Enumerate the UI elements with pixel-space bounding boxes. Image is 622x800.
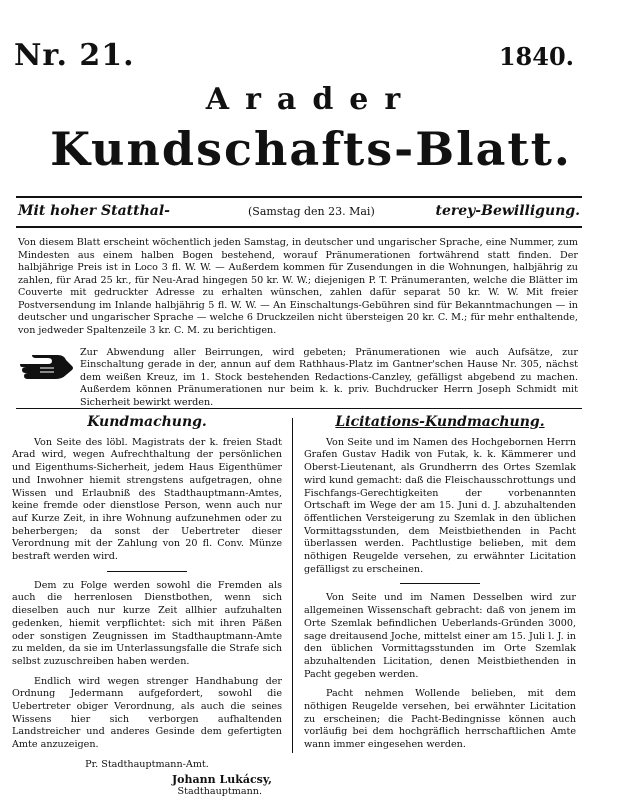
kundmachung-paragraph-2: Dem zu Folge werden sowohl die Fremden als auch die herrenlosen Dienstbothen, wenn sich dieselben auch nur kurze Zeit allhier aufzuhalten gedenken, hiemit verpflichtet: sich mit ihren Päßen oder sonstigen Zeugnissen im Stadthauptmann-Amte zu melden, da sie im Unterlassungsfalle die Strafe sich selbst zuzuschreiben haben werden. xyxy=(12,579,282,667)
subscription-notice xyxy=(18,237,578,337)
masthead-top xyxy=(14,38,574,78)
kundmachung-paragraph-3: Endlich wird wegen strenger Handhabung der Ordnung Jedermann aufgefordert, sowohl die Uebertreter obiger Verordnung, als auch die seines Wissens hier sich verborgen aufhaltenden Landstreicher und anderes Gesinde dem gefertigten Amte anzuzeigen. xyxy=(12,675,282,751)
column-separator xyxy=(292,418,293,753)
permission-left: Mit hoher Statthal- xyxy=(18,203,170,219)
masthead-rule-top xyxy=(16,196,582,198)
subscription-paragraph: Von diesem Blatt erscheint wöchentlich jeden Samstag, in deutscher und ungarischer Sprache, eine Nummer, zum Mindesten aus einem halben Bogen bestehend, worauf Pränumerationen fortwährend statt finden. Der halbjährige Preis ist in Loco 3 fl. W. W. — Außerdem kommen für Zusendungen in die Wohnungen, halbjährig zu zahlen, für Arad 25 kr., für Neu-Arad hingegen 50 kr. W. W.; diejenigen P. T. Pränumeranten, welche die Blätter im Couverte mit gedruckter Adresse zu erhalten wünschen, zahlen dafür separat 50 kr. W. W. Mit freier Postversendung im Inlande halbjährig 5 fl. W. W. — An Einschaltungs-Gebühren sind für Bekanntmachungen — in deutscher und ungarischer Sprache — welche 6 Druckzeilen nicht übersteigen 20 kr. C. M.; für mehr enthaltende, von jedweder Spaltenzeile 3 kr. C. M. zu berichtigen. xyxy=(18,237,578,336)
pointing-hand-icon xyxy=(18,354,74,380)
licitation-heading: Licitations-Kundmachung. xyxy=(335,414,545,430)
column-divider-rule xyxy=(107,571,187,572)
licitation-paragraph-2: Von Seite und im Namen Desselben wird zur allgemeinen Wissenschaft gebracht: daß von jenem im Orte Szemlak befindlichen Ueberlands-Gründen 3000, sage dreitausend Joche, mittelst einer am 15. Juli l. J. in den üblichen Vormittagsstunden im Orte Szemlak abzuhaltenden Licitation, denen Meistbiethenden in Pacht gegeben werden. xyxy=(304,592,576,680)
permission-right: terey-Bewilligung. xyxy=(435,203,580,219)
signature-title: Stadthauptmann. xyxy=(177,786,262,798)
left-column xyxy=(12,416,282,799)
editorial-paragraph: Zur Abwendung aller Beirrungen, wird gebeten; Pränumerationen wie auch Aufsätze, zur Einschaltung gerade in der, annun auf dem Rathhaus-Platz im Gantner'schen Hause Nr. 305, nächst dem weißen Kreuz, im 1. Stock bestehenden Redactions-Canzley, gefälligst abgebend zu machen. Außerdem können Pränumerationen nur beim k. k. priv. Buchdrucker Herrn Joseph Schmidt mit Sicherheit bewirkt werden. xyxy=(80,346,578,408)
right-column xyxy=(304,416,576,759)
section-rule xyxy=(16,408,582,409)
issue-number: Nr. 21. xyxy=(14,38,135,73)
licitation-paragraph-1: Von Seite und im Namen des Hochgebornen Herrn Grafen Gustav Hadik von Futak, k. k. Kämmerer und Oberst-Lieutenant, als Grundherrn des Ortes Szemlak wird kund gemacht: daß die Fleischausschrottungs und Fischfangs-Gerechtigkeiten der vorbenannten Ortschaft im Wege der am 15. Juni d. J. abzuhaltenden öffentlichen Versteigerung zu Szemlak in den üblichen Vormittagsstunden, dem Meistbiethenden in Pacht überlassen werden. Pachtlustige belieben, mit dem nöthigen Reugelde versehen, zu erwähnter Licitation gefälligst zu erscheinen. xyxy=(304,436,576,575)
masthead-title: Kundschafts-Blatt. xyxy=(50,122,572,176)
kundmachung-paragraph-1: Von Seite des löbl. Magistrats der k. freien Stadt Arad wird, wegen Aufrechthaltung der persönlichen und Eigenthums-Sicherheit, jedem Haus Eigenthümer und Inwohner hiemit strengstens aufgetragen, ohne Wissen und Erlaubniß des Stadthauptmann-Amtes, keine fremde oder dienstlose Person, wenn auch nur auf Kurze Zeit, in ihre Wohnung aufzunehmen oder zu beherbergen; da sonst der Uebertreter dieser Verordnung mit der Zahlung von 20 fl. Conv. Münze bestraft werden wird. xyxy=(12,436,282,563)
signature-office: Pr. Stadthauptmann-Amt. xyxy=(85,758,209,770)
issue-year: 1840. xyxy=(498,42,574,71)
issue-date: (Samstag den 23. Mai) xyxy=(248,205,375,218)
column-divider-rule xyxy=(400,583,480,584)
kundmachung-heading: Kundmachung. xyxy=(87,414,207,430)
masthead-city: Arader xyxy=(205,82,417,117)
licitation-paragraph-3: Pacht nehmen Wollende belieben, mit dem nöthigen Reugelde versehen, bei erwähnter Licitation zu erscheinen; die Pacht-Bedingnisse können auch vorläufig bei dem hochgräflich herrschaftlichen Amte wann immer eingesehen werden. xyxy=(304,688,576,751)
signature-name: Johann Lukácsy, xyxy=(171,772,272,786)
editorial-notice xyxy=(18,337,578,419)
masthead-rule-bottom xyxy=(16,226,582,228)
permission-row xyxy=(18,203,580,223)
